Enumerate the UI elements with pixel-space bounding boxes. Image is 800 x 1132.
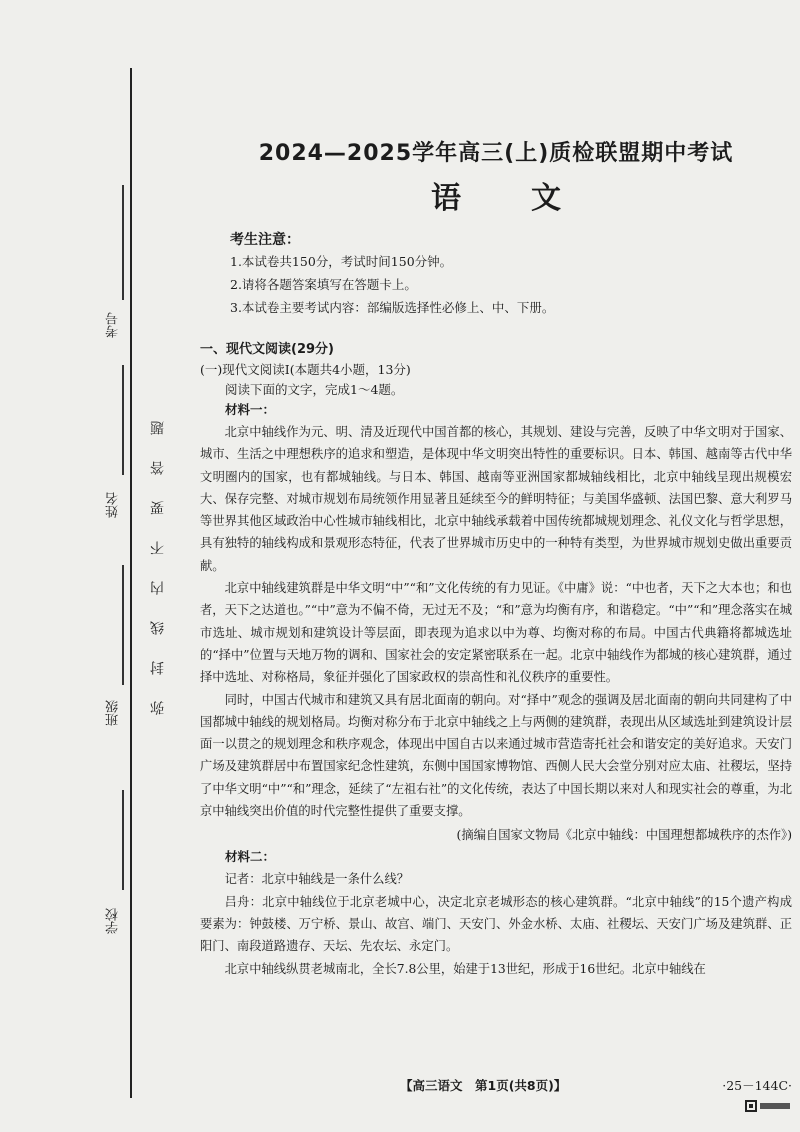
material-2-paragraph: 北京中轴线纵贯老城南北，全长7.8公里，始建于13世纪，形成于16世纪。北京中轴线在: [224, 961, 706, 976]
instruction-item: 2.请将各题答案填写在答题卡上。: [230, 277, 417, 292]
binding-line: [130, 68, 132, 1098]
material-1-paragraph: 北京中轴线作为元、明、清及近现代中国首都的核心，其规划、建设与完善，反映了中华文明对于国家、城市、生活之中理想秩序的追求和塑造，是体现中华文明突出特性的重要标识。日本、韩国、越南等古代中华文明圈内的国家，也有都城轴线。与日本、韩国、越南等亚洲国家都城轴线相比，北京中轴线呈现出规模宏大、保存完整、对城市规划布局统领作用显著且延续至今的鲜明特征；与美国华盛顿、法国巴黎、意大利罗马等世界其他区域政治中心性城市轴线相比，北京中轴线承载着中国传统都城规划理念、礼仪文化与哲学思想，具有独特的轴线构成和景观形态特征，代表了世界城市历史中的一种特有类型，为世界城市规划史做出重要贡献。: [200, 425, 792, 573]
school-label: 学校: [106, 908, 121, 934]
subject-title: 语文: [431, 181, 631, 216]
instruction-item: 3.本试卷主要考试内容：部编版选择性必修上、中、下册。: [230, 300, 555, 315]
seal-notice: 弥封线内不要答题: [150, 395, 166, 715]
exam-page: [200, 128, 792, 980]
material-2-label: 材料二：: [225, 849, 276, 865]
paper-code: ·25－144C·: [722, 1078, 792, 1093]
exam-number-field[interactable]: [122, 185, 124, 300]
material-1-source: (摘编自国家文物局《北京中轴线：中国理想都城秩序的杰作》): [456, 828, 792, 843]
class-label: 班级: [106, 700, 121, 726]
school-field[interactable]: [122, 790, 124, 890]
exam-number-label: 考号: [106, 312, 121, 338]
qr-code-icon: [745, 1100, 793, 1112]
material-1-paragraph: 同时，中国古代城市和建筑又具有居北面南的朝向。对“择中”观念的强调及居北面南的朝向共同建构了中国都城中轴线的规划格局。均衡对称分布于北京中轴线之上与两侧的建筑群，表现出从区域选址到建筑设计层面一以贯之的规划理念和秩序观念，体现出中国自古以来通过城市营造寄托社会和谐安定的美好追求。天安门广场及建筑群居中布置国家纪念性建筑，东侧中国国家博物馆、西侧人民大会堂分别对应太庙、社稷坛，坚持了中华文明“中”“和”理念，延续了“左祖右社”的文化传统，表达了中国长期以来对人和现实社会的尊重，为北京中轴线突出价值的时代完整性提供了重要支撑。: [200, 692, 792, 819]
material-2-paragraph: 记者：北京中轴线是一条什么线？: [224, 872, 410, 887]
section-heading: 一、现代文阅读(29分): [200, 342, 334, 357]
class-field[interactable]: [122, 565, 124, 685]
subsection-heading: (一)现代文阅读Ⅰ(本题共4小题，13分): [200, 362, 411, 377]
binding-strip: [0, 0, 175, 1132]
name-label: 姓名: [106, 492, 121, 518]
material-1-label: 材料一：: [225, 402, 276, 417]
instruction-item: 1.本试卷共150分，考试时间150分钟。: [230, 254, 453, 269]
exam-title: 2024—2025学年高三(上)质检联盟期中考试: [258, 141, 734, 166]
name-field[interactable]: [122, 365, 124, 475]
instructions-title: 考生注意：: [230, 232, 300, 248]
material-1-paragraph: 北京中轴线建筑群是中华文明“中”“和”文化传统的有力见证。《中庸》说：“中也者，天下之大本也；和也者，天下之达道也。”“中”意为不偏不倚，无过无不及；“和”意为均衡有序，和谐稳定。“中”“和”理念落实在城市选址、城市规划和建筑设计等层面，即表现为追求以中为尊、均衡对称的布局。中国古代典籍将都城选址的“择中”位置与天地万物的调和、国家社会的安定紧密联系在一起。北京中轴线作为都城的核心建筑群，通过择中选址、对称格局，象征并强化了国家政权的崇高性和礼仪秩序的重要性。: [200, 581, 792, 685]
reading-prompt: 阅读下面的文字，完成1～4题。: [225, 382, 404, 397]
page-number: 【高三语文 第1页(共8页)】: [400, 1078, 567, 1093]
material-2-paragraph: 吕舟：北京中轴线位于北京老城中心，决定北京老城形态的核心建筑群。“北京中轴线”的15个遗产构成要素为：钟鼓楼、万宁桥、景山、故宫、端门、天安门、外金水桥、太庙、社稷坛、天安门广场及建筑群、正阳门、南段道路遗存、天坛、先农坛、永定门。: [200, 894, 792, 954]
